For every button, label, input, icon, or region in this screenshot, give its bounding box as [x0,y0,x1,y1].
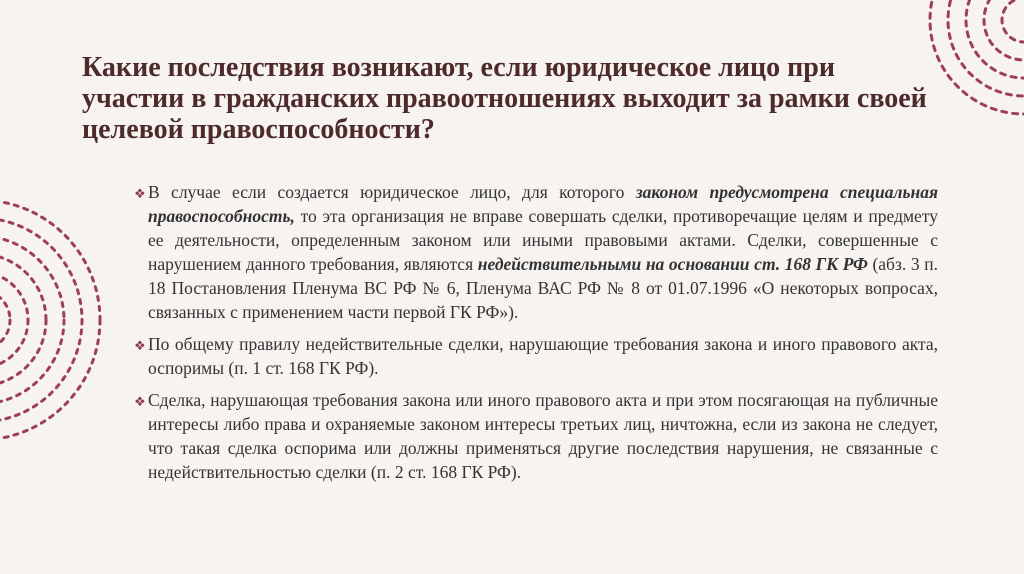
item-text: Сделка, нарушающая требования закона или иного правового акта и при этом посягающая на публичные интересы либо права и охраняемые законом интересы третьих лиц, ничтожна, если из закона не следует, что такая сделка оспорима или должны применяться другие последствия нарушения, не связанные с недействительностью сделки (п. 2 ст. 168 ГК РФ). [148,390,938,482]
diamond-bullet-icon: ❖ [134,394,146,409]
item-emphasis: недействительными на основании ст. 168 ГК РФ [477,254,868,274]
diamond-bullet-icon: ❖ [134,186,146,201]
list-item [134,388,938,484]
list-item [134,180,939,324]
item-text: По общему правилу недействительные сделки, нарушающие требования закона и иного правового акта, оспоримы (п. 1 ст. 168 ГК РФ). [148,334,938,378]
list-item [134,332,938,380]
item-emphasis: законом предусмотрена специальная правоспособность, [148,182,938,226]
item-text: В случае если создается юридическое лицо, для которого [148,182,636,202]
diamond-bullet-icon: ❖ [134,338,146,353]
item-text: (абз. 3 п. 18 Постановления Пленума ВС РФ № 6, Пленума ВАС РФ № 8 от 01.07.1996 «О некоторых вопросах, связанных с применением части первой ГК РФ»). [148,254,939,322]
slide-content [134,180,939,492]
slide-title: Какие последствия возникают, если юридическое лицо при участии в гражданских правоотношениях выходит за рамки своей целевой правоспособности? [82,52,927,145]
item-text: то эта организация не вправе совершать сделки, противоречащие целям и предмету ее деятельности, определенным законом или иными правовыми актами. Сделки, совершенные с нарушением данного требования, являются [148,206,938,274]
